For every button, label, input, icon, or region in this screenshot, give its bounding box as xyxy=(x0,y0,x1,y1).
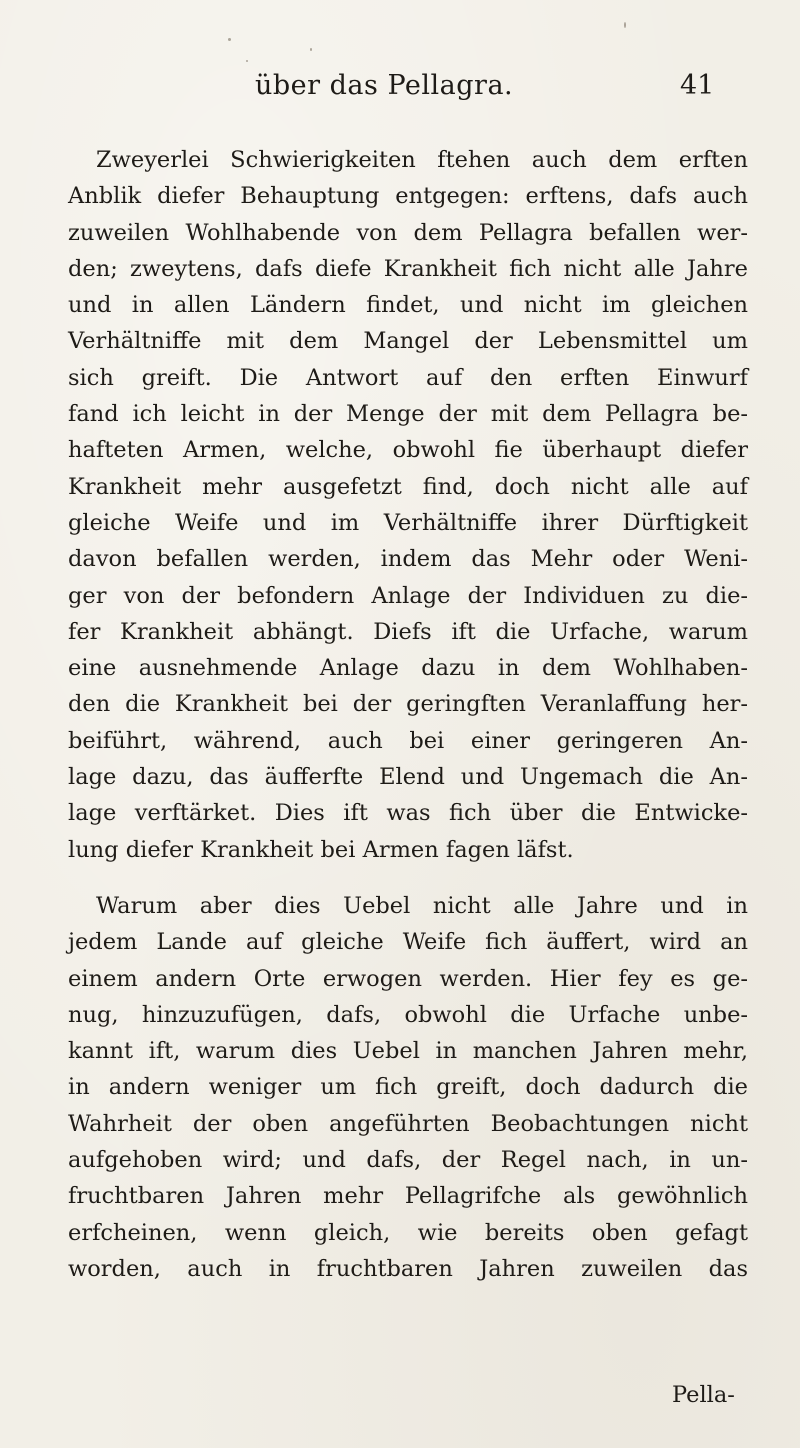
text-line: erfcheinen, wenn gleich, wie bereits oben gefagt xyxy=(68,1219,748,1246)
text-line: ger von der befondern Anlage der Individuen zu die- xyxy=(68,582,748,609)
text-line: lung diefer Krankheit bei Armen fagen läfst. xyxy=(68,836,574,863)
text-line: gleiche Weife und im Verhältniffe ihrer Dürftigkeit xyxy=(68,509,748,536)
text-line: zuweilen Wohlhabende von dem Pellagra befallen wer- xyxy=(68,219,748,246)
paper-speck xyxy=(246,60,248,62)
text-line: lage verftärket. Dies ift was fich über die Entwicke- xyxy=(68,800,748,827)
text-line: aufgehoben wird; und dafs, der Regel nach, in un- xyxy=(68,1147,748,1174)
page-header xyxy=(0,70,800,114)
text-line: Verhältniffe mit dem Mangel der Lebensmittel um xyxy=(68,328,748,355)
text-line: Zweyerlei Schwierigkeiten ftehen auch dem erften xyxy=(96,147,748,173)
text-line: in andern weniger um fich greift, doch dadurch die xyxy=(68,1074,748,1101)
running-head: über das Pellagra. xyxy=(255,70,514,101)
text-line: davon befallen werden, indem das Mehr oder Weni- xyxy=(68,546,748,573)
text-line: eine ausnehmende Anlage dazu in dem Wohlhaben- xyxy=(68,655,748,682)
text-line: worden, auch in fruchtbaren Jahren zuweilen das xyxy=(68,1255,748,1282)
catchword: Pella- xyxy=(672,1382,735,1408)
text-line: hafteten Armen, welche, obwohl fie überhaupt diefer xyxy=(68,437,748,464)
paragraph xyxy=(68,888,748,1287)
paragraph xyxy=(68,142,748,868)
text-line: nug, hinzuzufügen, dafs, obwohl die Urfache unbe- xyxy=(68,1001,748,1028)
text-line: fer Krankheit abhängt. Diefs ift die Urfache, warum xyxy=(68,618,748,645)
text-line: Warum aber dies Uebel nicht alle Jahre und in xyxy=(96,892,748,919)
text-line: Krankheit mehr ausgefetzt find, doch nicht alle auf xyxy=(68,473,748,500)
text-line: Wahrheit der oben angeführten Beobachtungen nicht xyxy=(68,1110,748,1137)
text-line: beiführt, während, auch bei einer geringeren An- xyxy=(68,727,748,754)
text-line: den; zweytens, dafs diefe Krankheit fich nicht alle Jahre xyxy=(68,255,748,282)
text-line: Anblik diefer Behauptung entgegen: erftens, dafs auch xyxy=(68,183,748,210)
text-line: sich greift. Die Antwort auf den erften Einwurf xyxy=(68,364,748,391)
text-line: fruchtbaren Jahren mehr Pellagrifche als gewöhnlich xyxy=(68,1183,748,1210)
paper-speck xyxy=(310,48,312,51)
text-line: kannt ift, warum dies Uebel in manchen Jahren mehr, xyxy=(68,1038,748,1065)
text-line: lage dazu, das äufferfte Elend und Ungemach die An- xyxy=(68,764,748,791)
text-line: fand ich leicht in der Menge der mit dem Pellagra be- xyxy=(68,401,748,428)
text-line: jedem Lande auf gleiche Weife fich äuffert, wird an xyxy=(68,929,748,956)
page-number: 41 xyxy=(680,70,715,101)
text-line: einem andern Orte erwogen werden. Hier fey es ge- xyxy=(68,965,748,992)
paper-speck xyxy=(624,22,626,28)
text-line: den die Krankheit bei der geringften Veranlaffung her- xyxy=(68,691,748,718)
body-text xyxy=(68,142,748,1287)
text-line: und in allen Ländern findet, und nicht im gleichen xyxy=(68,292,748,319)
paper-speck xyxy=(228,38,231,41)
